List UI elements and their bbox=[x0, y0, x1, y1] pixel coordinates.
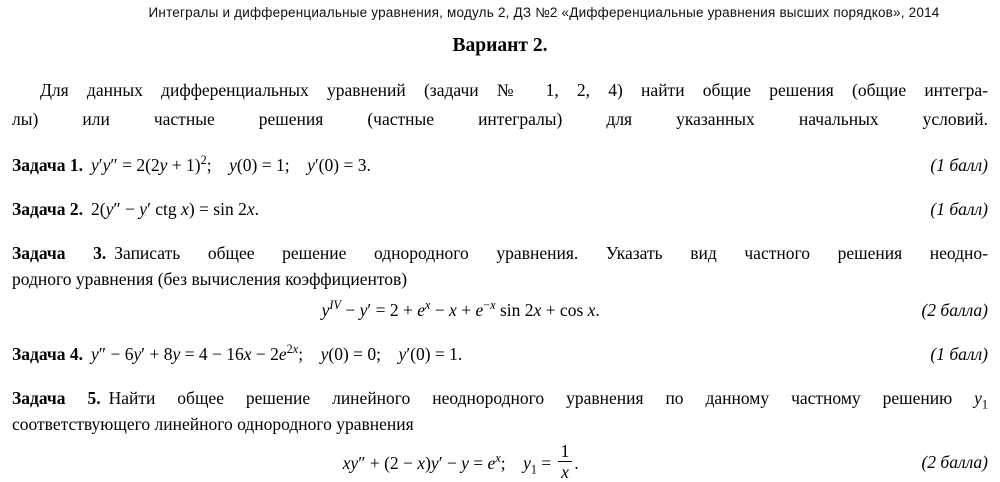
task-2-points: (1 балл) bbox=[930, 199, 988, 219]
task-1-equation: $y'y'' = 2(2y + 1)^2$; y(0) = 1; y′(0) = 3. bbox=[91, 153, 371, 175]
document-header: Интегралы и дифференциальные уравнения, модуль 2, ДЗ №2 «Дифференциальные уравнения высших порядков», 2014 bbox=[148, 5, 940, 20]
task-3-label: Задача 3. bbox=[12, 243, 107, 263]
task-5-text-line-2: соответствующего линейного однородного уравнения bbox=[12, 414, 414, 434]
task-5-formula: $xy'' + (2 - x)y' - y = e^x$; $y_1$ = $\frac{1}{x}$ . bbox=[342, 441, 579, 482]
task-3-formula-row bbox=[12, 297, 988, 323]
task-5-label: Задача 5. bbox=[12, 388, 101, 408]
intro-line-1: Для данных дифференциальных уравнений (задачи № 1, 2, 4) найти общие решения (общие интегра- bbox=[40, 80, 988, 100]
task-3 bbox=[12, 240, 988, 323]
task-5-text-line-1 bbox=[12, 385, 988, 411]
task-5-formula-row bbox=[12, 442, 988, 482]
task-2 bbox=[12, 197, 988, 222]
task-4 bbox=[12, 342, 988, 367]
task-4-equation: $y'' - 6y' + 8y = 4 - 16x - 2e^{2x}$; y(0) = 0; y′(0) = 1. bbox=[91, 342, 463, 364]
task-1 bbox=[12, 153, 988, 178]
task-1-label: Задача 1. bbox=[12, 155, 84, 175]
task-5 bbox=[12, 385, 988, 482]
variant-title: Вариант 2. bbox=[452, 35, 548, 56]
intro-paragraph bbox=[12, 76, 988, 134]
task-3-formula: $y^{IV} - y' = 2 + e^x - x + e^{-x}$ sin 2x + cos x. bbox=[321, 298, 600, 320]
task-4-points: (1 балл) bbox=[930, 344, 988, 364]
task-4-label: Задача 4. bbox=[12, 344, 84, 364]
task-3-text-line-2: родного уравнения (без вычисления коэффициентов) bbox=[12, 269, 408, 289]
task-2-label: Задача 2. bbox=[12, 199, 84, 219]
task-5-points: (2 балла) bbox=[921, 451, 988, 472]
task-3-text-line-1 bbox=[12, 240, 988, 266]
task-5-text: Найти общее решение линейного неоднородного уравнения по данному частному решению $y_1$ bbox=[108, 388, 988, 412]
task-1-points: (1 балл) bbox=[930, 155, 988, 175]
intro-line-2: лы) или частные решения (частные интегралы) для указанных начальных условий. bbox=[12, 109, 988, 129]
task-3-points: (2 балла) bbox=[921, 300, 988, 320]
task-3-text: Записать общее решение однородного уравнения. Указать вид частного решения неодно- bbox=[114, 243, 988, 263]
task-2-equation: 2(y″ − y′ ctg x) = sin 2x. bbox=[91, 199, 259, 219]
